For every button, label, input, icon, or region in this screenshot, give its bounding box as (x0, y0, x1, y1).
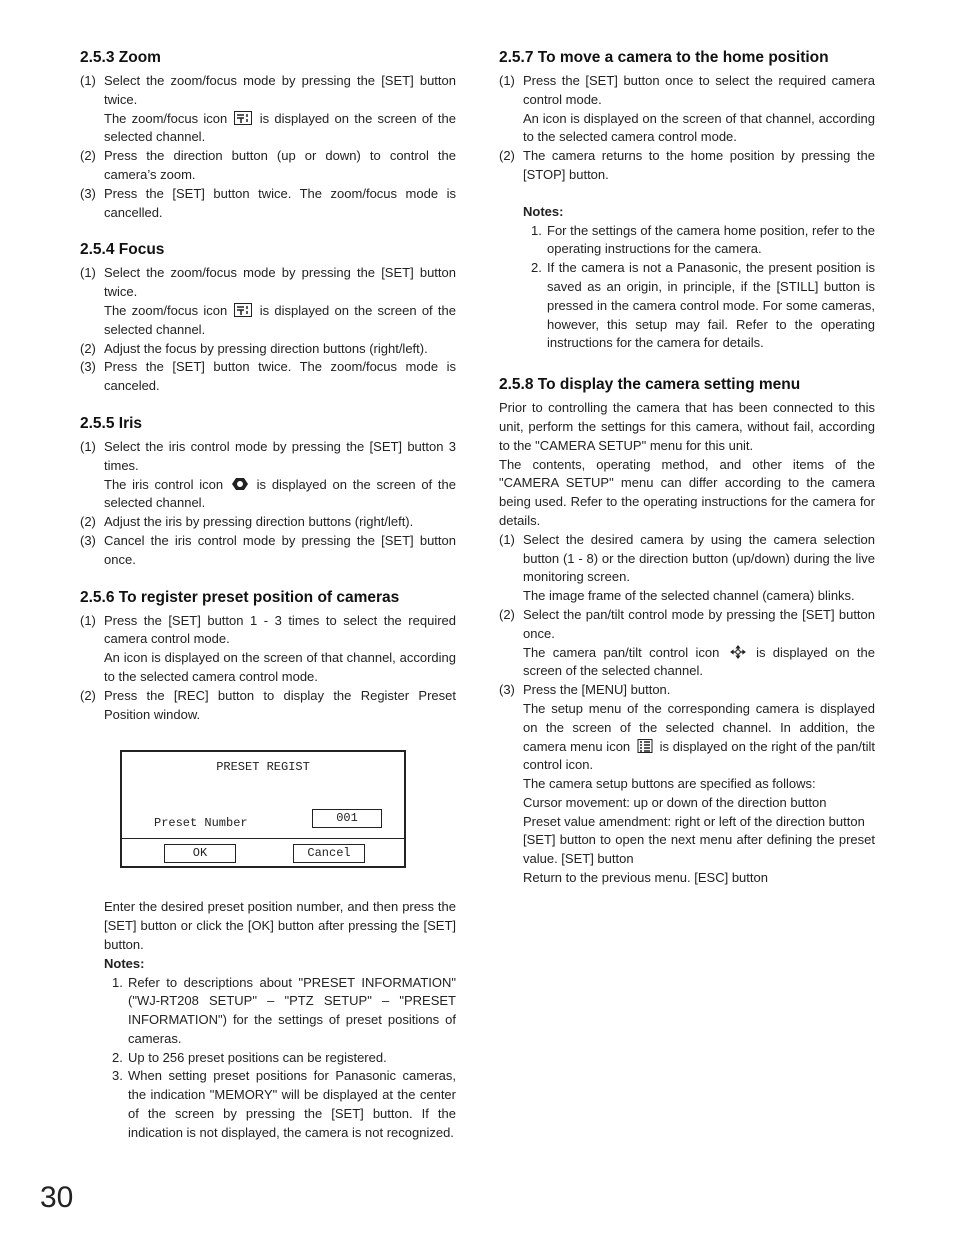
preset-note-1 (80, 974, 456, 1049)
menu-step-3-cont-c: The camera setup buttons are specified as follows: (523, 776, 816, 792)
preset-notes-title: Notes: (104, 955, 145, 971)
step-text: Press the [SET] button twice. The zoom/focus mode is canceled. (104, 359, 456, 394)
preset-note-2 (80, 1049, 456, 1068)
step-number: (3) (499, 682, 515, 698)
step-text: Press the [SET] button 1 - 3 times to select the required camera control mode. (104, 612, 456, 647)
right-column (499, 48, 875, 906)
home-step-2 (499, 147, 875, 185)
zoom-step-1 (80, 72, 456, 110)
step-text: The setup menu of the corresponding camera is displayed on the screen of the selected channel. In addition, the camera menu icon (523, 700, 875, 754)
menu-step-1 (499, 531, 875, 587)
step-text: Press the direction button (up or down) to control the camera’s zoom. (104, 148, 456, 182)
step-text: Cancel the iris control mode by pressing the [SET] button once. (104, 532, 456, 567)
menu-heading: 2.5.8 To display the camera setting menu (499, 376, 801, 394)
step-number: (1) (80, 73, 96, 88)
step-number: (1) (80, 265, 96, 281)
note-number: 2. (112, 1049, 123, 1065)
step-text: Press the [SET] button twice. The zoom/focus mode is cancelled. (104, 185, 456, 220)
focus-heading: 2.5.4 Focus (80, 241, 165, 259)
note-text: Refer to descriptions about "PRESET INFORMATION" ("WJ-RT208 SETUP" – "PTZ SETUP" – "PRESET INFORMATION") for the settings of preset positions of cameras. (128, 974, 456, 1046)
note-number: 3. (112, 1068, 123, 1084)
preset-step-1-cont: An icon is displayed on the screen of that channel, according to the selected camera control mode. (104, 650, 456, 684)
step-number: (1) (499, 73, 515, 88)
step-number: (2) (499, 148, 515, 164)
zoom-step-2 (80, 147, 456, 185)
step-text: The camera returns to the home position by pressing the [STOP] button. (523, 148, 875, 182)
menu-step-3-cont-f: [SET] button to open the next menu after defining the preset value. [SET] button (523, 832, 875, 867)
zoom-heading: 2.5.3 Zoom (80, 49, 161, 66)
zoom-step-3 (80, 185, 456, 223)
cancel-button[interactable]: Cancel (293, 844, 365, 863)
preset-after-text: Enter the desired preset position number, and then press the [SET] button or click the [OK] button after pressing the [SET] button. (104, 899, 456, 952)
iris-step-1 (80, 438, 456, 476)
step-text: Press the [SET] button once to select the required camera control mode. (523, 73, 875, 107)
section-home (499, 48, 875, 353)
preset-heading: 2.5.6 To register preset position of cameras (80, 588, 400, 606)
step-number: (2) (80, 514, 96, 530)
step-text: is displayed on the screen of the selected channel. (523, 644, 875, 679)
step-text: The zoom/focus icon (104, 110, 228, 126)
section-focus (80, 240, 456, 396)
home-step-1-cont: An icon is displayed on the screen of that channel, according to the selected camera control mode. (523, 110, 875, 145)
iris-step-3 (80, 532, 456, 570)
pan-tilt-icon (729, 645, 747, 659)
preset-number-label: Preset Number (154, 816, 248, 831)
step-text: Press the [MENU] button. (523, 682, 671, 698)
step-number: (3) (80, 532, 96, 548)
step-text: is displayed on the screen of the selected channel. (104, 302, 456, 337)
section-iris (80, 414, 456, 570)
focus-step-2 (80, 340, 456, 359)
menu-step-2-cont (499, 644, 875, 682)
step-number: (2) (80, 148, 96, 164)
menu-step-3-cont-a (499, 700, 875, 775)
preset-regist-dialog (120, 750, 406, 868)
ok-button[interactable]: OK (164, 844, 236, 863)
page-number: 30 (40, 1181, 74, 1214)
note-text: Up to 256 preset positions can be registered. (128, 1049, 387, 1065)
step-number: (3) (80, 185, 96, 201)
step-text: Select the pan/tilt control mode by pressing the [SET] button once. (523, 606, 875, 641)
preset-step-1 (80, 612, 456, 650)
step-text: The camera pan/tilt control icon (523, 644, 720, 660)
step-number: (2) (80, 340, 96, 356)
focus-step-1 (80, 264, 456, 302)
home-heading: 2.5.7 To move a camera to the home position (499, 49, 829, 66)
zoom-step-1-cont (80, 110, 456, 148)
iris-heading: 2.5.5 Iris (80, 414, 143, 432)
step-number: (3) (80, 359, 96, 375)
home-notes-title: Notes: (523, 203, 564, 219)
step-text: The zoom/focus icon (104, 302, 228, 318)
dialog-title: PRESET REGIST (216, 760, 310, 775)
note-number: 2. (531, 260, 542, 276)
iris-icon (231, 477, 249, 491)
step-text: The iris control icon (104, 476, 224, 492)
menu-step-3-cont-g: Return to the previous menu. [ESC] button (523, 870, 768, 886)
menu-paragraph-2: The contents, operating method, and other items of the "CAMERA SETUP" menu can differ according to the camera being used. Refer to the operating instructions for the camera for details. (499, 456, 875, 528)
focus-step-3 (80, 358, 456, 396)
step-text: is displayed on the right of the pan/tilt control icon. (523, 738, 875, 773)
step-text: Select the iris control mode by pressing the [SET] button 3 times. (104, 438, 456, 473)
menu-paragraph-1: Prior to controlling the camera that has been connected to this unit, perform the settings for this camera, without fail, according to the "CAMERA SETUP" menu for this unit. (499, 400, 875, 453)
step-text: Select the zoom/focus mode by pressing the [SET] button twice. (104, 265, 456, 300)
left-column (80, 48, 456, 1161)
preset-note-3 (80, 1067, 456, 1142)
dialog-divider (122, 838, 404, 839)
section-preset (80, 588, 456, 1143)
step-text: is displayed on the screen of the selected channel. (104, 110, 456, 145)
menu-step-3-cont-d: Cursor movement: up or down of the direction button (523, 794, 827, 810)
section-zoom (80, 48, 456, 222)
home-note-1 (499, 222, 875, 260)
menu-step-2 (499, 606, 875, 644)
preset-step-2 (80, 687, 456, 725)
step-text: Adjust the focus by pressing direction buttons (right/left). (104, 340, 428, 356)
menu-step-3 (499, 681, 875, 700)
note-text: When setting preset positions for Panasonic cameras, the indication "MEMORY" will be displayed at the center of the screen by pressing the [SET] button. If the indication is not displayed, the camera is not recognized. (128, 1068, 456, 1140)
zoom-focus-icon (234, 111, 252, 125)
note-text: For the settings of the camera home position, refer to the operating instructions for the camera. (547, 222, 875, 257)
step-number: (2) (80, 687, 96, 703)
menu-step-1-cont: The image frame of the selected channel (camera) blinks. (523, 588, 855, 604)
iris-step-1-cont (80, 476, 456, 514)
preset-number-field[interactable]: 001 (312, 809, 382, 828)
step-number: (1) (80, 612, 96, 628)
iris-step-2 (80, 513, 456, 532)
step-text: Select the zoom/focus mode by pressing the [SET] button twice. (104, 73, 456, 107)
camera-menu-icon (636, 739, 654, 753)
step-text: is displayed on the screen of the selected channel. (104, 476, 456, 511)
step-text: Adjust the iris by pressing direction buttons (right/left). (104, 514, 414, 530)
note-number: 1. (531, 222, 542, 238)
step-number: (1) (499, 531, 515, 547)
step-text: Press the [REC] button to display the Register Preset Position window. (104, 687, 456, 722)
step-number: (2) (499, 606, 515, 622)
home-step-1 (499, 72, 875, 110)
menu-step-3-cont-e: Preset value amendment: right or left of the direction button (523, 813, 865, 829)
step-number: (1) (80, 438, 96, 454)
note-number: 1. (112, 974, 123, 990)
focus-step-1-cont (80, 302, 456, 340)
section-menu (499, 375, 875, 888)
zoom-focus-icon (234, 303, 252, 317)
home-note-2 (499, 259, 875, 353)
step-text: Select the desired camera by using the camera selection button (1 - 8) or the direction button (up/down) during the live monitoring screen. (523, 531, 875, 585)
note-text: If the camera is not a Panasonic, the present position is saved as an origin, in principle, if the [STILL] button is pressed in the camera control mode. For some cameras, however, this setup may fail. Refer to the operating instructions for the camera for details. (547, 260, 875, 351)
